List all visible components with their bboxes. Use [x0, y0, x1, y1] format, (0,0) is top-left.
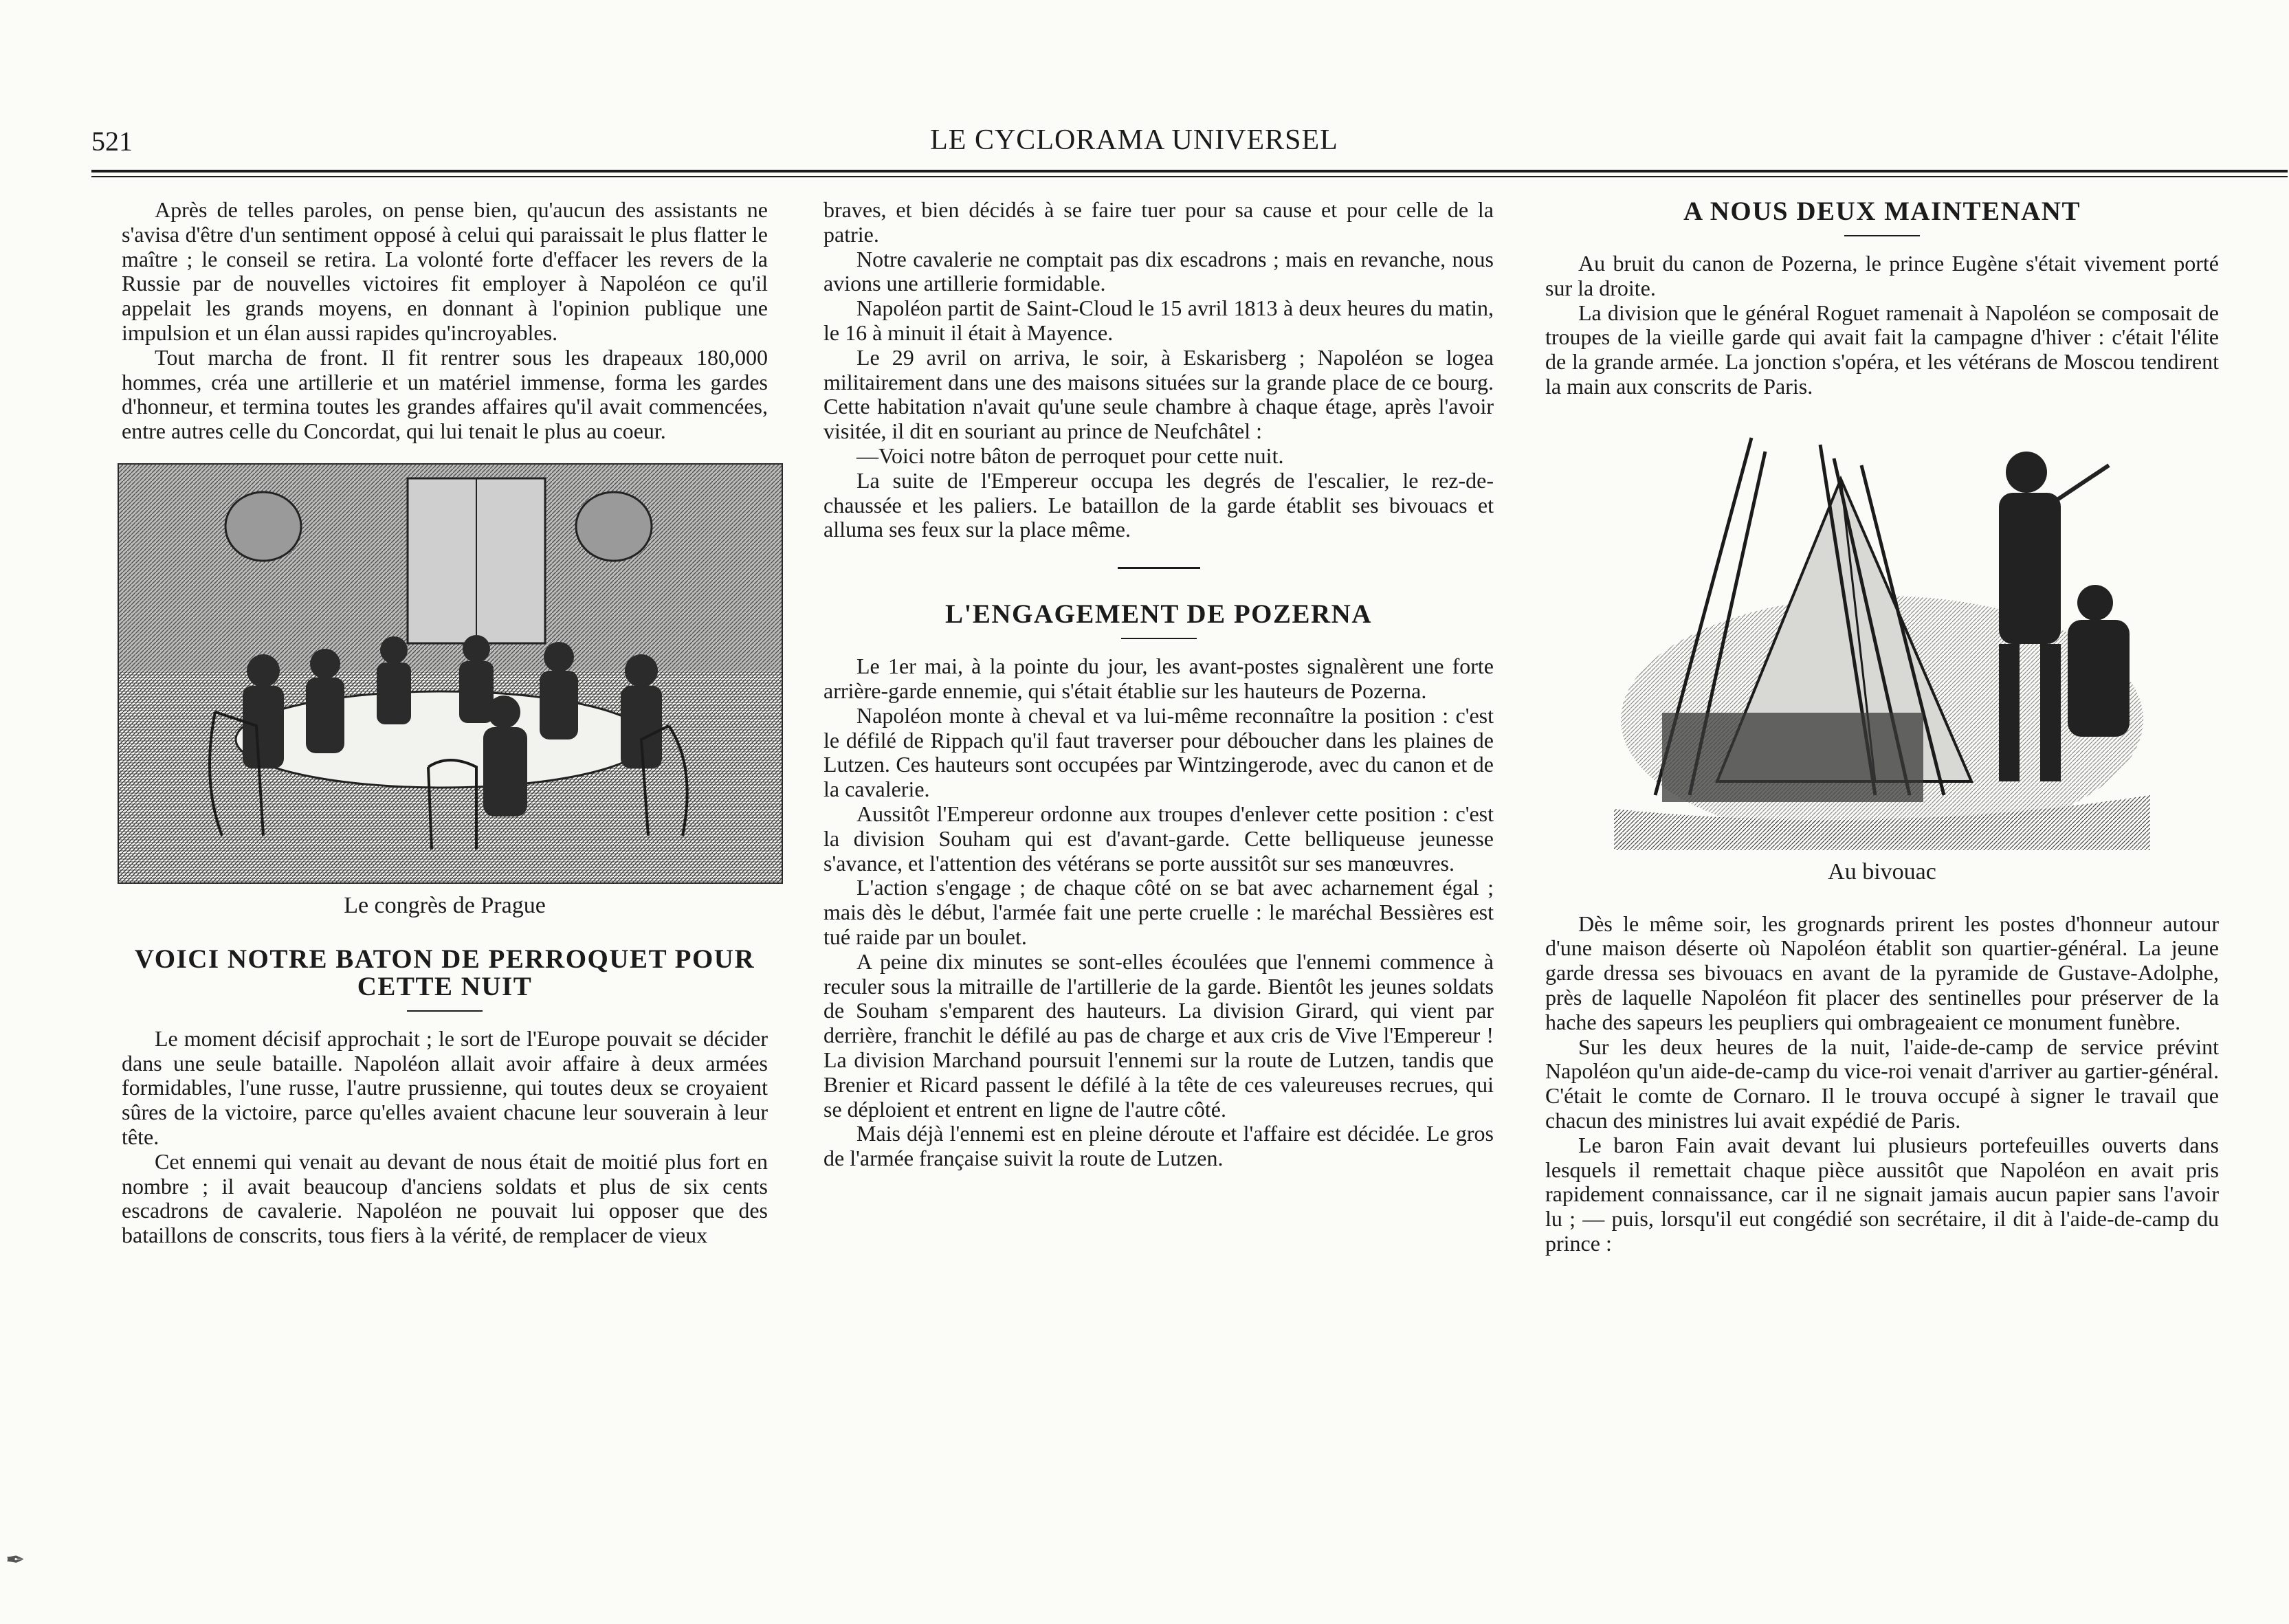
paragraph: Napoléon monte à cheval et va lui-même reconnaître la position : c'est le défilé de Rippach qu'il faut traverser pour déboucher dans les plaines de Lutzen. Ces hauteurs sont occupées par Wintzingerode, avec du canon et de la cavalerie.: [823, 702, 1494, 802]
header-rule-thick: [91, 170, 2288, 173]
paragraph: La division que le général Roguet ramenait à Napoléon se composait de troupes de la vieille garde qui avait fait la campagne d'hiver : c'était l'élite de la grande armée. La jonction s'opéra, et les vétérans de Moscou tendirent la main aux conscrits de Paris.: [1545, 300, 2219, 399]
paragraph: La suite de l'Empereur occupa les degrés de l'escalier, le rez-de-chaussée et les paliers. Le bataillon de la garde établit ses bivouacs et alluma ses feux sur la place même.: [823, 467, 1494, 542]
paragraph: Le 29 avril on arriva, le soir, à Eskarisberg ; Napoléon se logea militairement dans une des maisons situées sur la grande place de ce bourg. Cette habitation n'avait qu'une seule chambre à chaque étage, après l'avoir visitée, il dit en souriant au prince de Neufchâtel :: [823, 344, 1494, 444]
paragraph: Napoléon partit de Saint-Cloud le 15 avril 1813 à deux heures du matin, le 16 à minuit il était à Mayence.: [823, 296, 1494, 345]
heading-rule: [1844, 235, 1920, 236]
figure-caption: Le congrès de Prague: [344, 892, 546, 918]
running-title: LE CYCLORAMA UNIVERSEL: [930, 124, 1338, 156]
paragraph: Le baron Fain avait devant lui plusieurs portefeuilles ouverts dans lesquels il remettait chaque pièce aussitôt que Napoléon en avait pris rapidement connaissance, car il ne signait jamais aucun papier sans l'avoir lu ; — puis, lorsqu'il eut congédié son secrétaire, il dit à l'aide-de-camp du prince :: [1545, 1132, 2219, 1256]
congres-de-prague-illustration: [118, 463, 783, 884]
heading-rule: [407, 1010, 483, 1012]
paragraph: Le 1er mai, à la pointe du jour, les avant-postes signalèrent une forte arrière-garde ennemie, qui s'était établie sur les hauteurs de Pozerna.: [823, 654, 1494, 703]
section-rule: [1118, 567, 1200, 569]
section-heading: VOICI NOTRE BATON DE PERROQUET POUR CETTE NUIT: [134, 944, 755, 1001]
paragraph: Au bruit du canon de Pozerna, le prince Eugène s'était vivement porté sur la droite.: [1545, 251, 2219, 300]
paragraph: Après de telles paroles, on pense bien, qu'aucun des assistants ne s'avisa d'être d'un sentiment opposé à celui qui paraissait le plus flatter le maître ; le conseil se retira. La volonté forte d'effacer les revers de la Russie par de nouvelles victoires fit employer à Napoléon ce qu'il appelait les grands moyens, en donnant à l'opinion publique une impulsion et un élan aussi rapides qu'incroyables.: [122, 197, 768, 345]
au-bivouac-illustration: [1614, 424, 2150, 850]
paragraph: Sur les deux heures de la nuit, l'aide-de-camp de service prévint Napoléon qu'un aide-de-camp du vice-roi venait d'arriver au gartier-général. C'était le comte de Cornaro. Il le trouva occupé à signer le travail que chacun des ministres lui avait expédié de Paris.: [1545, 1034, 2219, 1133]
page-number: 521: [91, 126, 133, 157]
column-2: [823, 198, 1494, 1171]
paragraph: L'action s'engage ; de chaque côté on se bat avec acharnement égal ; mais dès le début, l'armée fait une perte cruelle : le maréchal Bessières est tué raide par un boulet.: [823, 875, 1494, 949]
paragraph: Tout marcha de front. Il fit rentrer sous les drapeaux 180,000 hommes, créa une artillerie et un matériel immense, forma les gardes d'honneur, et termina toutes les grandes affaires qu'il avait commencées, entre autres celle du Concordat, qui lui tenait le plus au coeur.: [122, 344, 768, 444]
paragraph: —Voici notre bâton de perroquet pour cette nuit.: [856, 443, 1284, 468]
section-heading: L'ENGAGEMENT DE POZERNA: [944, 599, 1373, 630]
paragraph: braves, et bien décidés à se faire tuer pour sa cause et pour celle de la patrie.: [823, 197, 1494, 247]
paragraph: Le moment décisif approchait ; le sort de l'Europe pouvait se décider dans une seule bataille. Napoléon allait avoir affaire à deux armées formidables, l'une russe, l'autre prussienne, qui toutes deux se croyaient sûres de la victoire, parce qu'elles avaient chacune leur souverain à leur tête.: [122, 1025, 768, 1149]
figure-caption: Au bivouac: [1828, 858, 1936, 885]
paragraph: Cet ennemi qui venait au devant de nous était de moitié plus fort en nombre ; il avait beaucoup d'anciens soldats et plus de six cents escadrons de cavalerie. Napoléon ne pouvait lui opposer que des bataillons de conscrits, tous fiers à la vérité, de remplacer de vieux: [122, 1148, 768, 1248]
margin-mark: ✒: [5, 1546, 25, 1574]
paragraph: Mais déjà l'ennemi est en pleine déroute et l'affaire est décidée. Le gros de l'armée française suivit la route de Lutzen.: [823, 1121, 1494, 1171]
paragraph: Notre cavalerie ne comptait pas dix escadrons ; mais en revanche, nous avions une artillerie formidable.: [823, 246, 1494, 296]
column-3: [1545, 198, 2219, 1256]
section-heading: A NOUS DEUX MAINTENANT: [1683, 197, 2081, 226]
column-1: [122, 198, 768, 1248]
heading-rule: [1121, 638, 1197, 639]
header-rule-thin: [91, 176, 2288, 177]
paragraph: Dès le même soir, les grognards prirent les postes d'honneur autour d'une maison déserte où Napoléon établit son quartier-général. La jeune garde dressa ses bivouacs en avant de la pyramide de Gustave-Adolphe, près de laquelle Napoléon fit placer des sentinelles pour préserver de la hache des sapeurs les peupliers qui ombrageaient ce monument funèbre.: [1545, 911, 2219, 1034]
paragraph: A peine dix minutes se sont-elles écoulées que l'ennemi commence à reculer sous la mitraille de l'artillerie de la garde. Bientôt les jeunes soldats de Souham s'emparent des hauteurs. La division Girard, qui vient par derrière, franchit le défilé au pas de charge et aux cris de Vive l'Empereur ! La division Marchand poursuit l'ennemi sur la route de Lutzen, tandis que Brenier et Ricard passent le défilé à la tête de ces valeureuses recrues, qui se déploient et entrent en ligne de l'autre côté.: [823, 948, 1494, 1122]
paragraph: Aussitôt l'Empereur ordonne aux troupes d'enlever cette position : c'est la division Souham qui est d'avant-garde. Cette belliqueuse jeunesse s'avance, et l'attention des vétérans se porte aussitôt sur ses manœuvres.: [823, 801, 1494, 876]
